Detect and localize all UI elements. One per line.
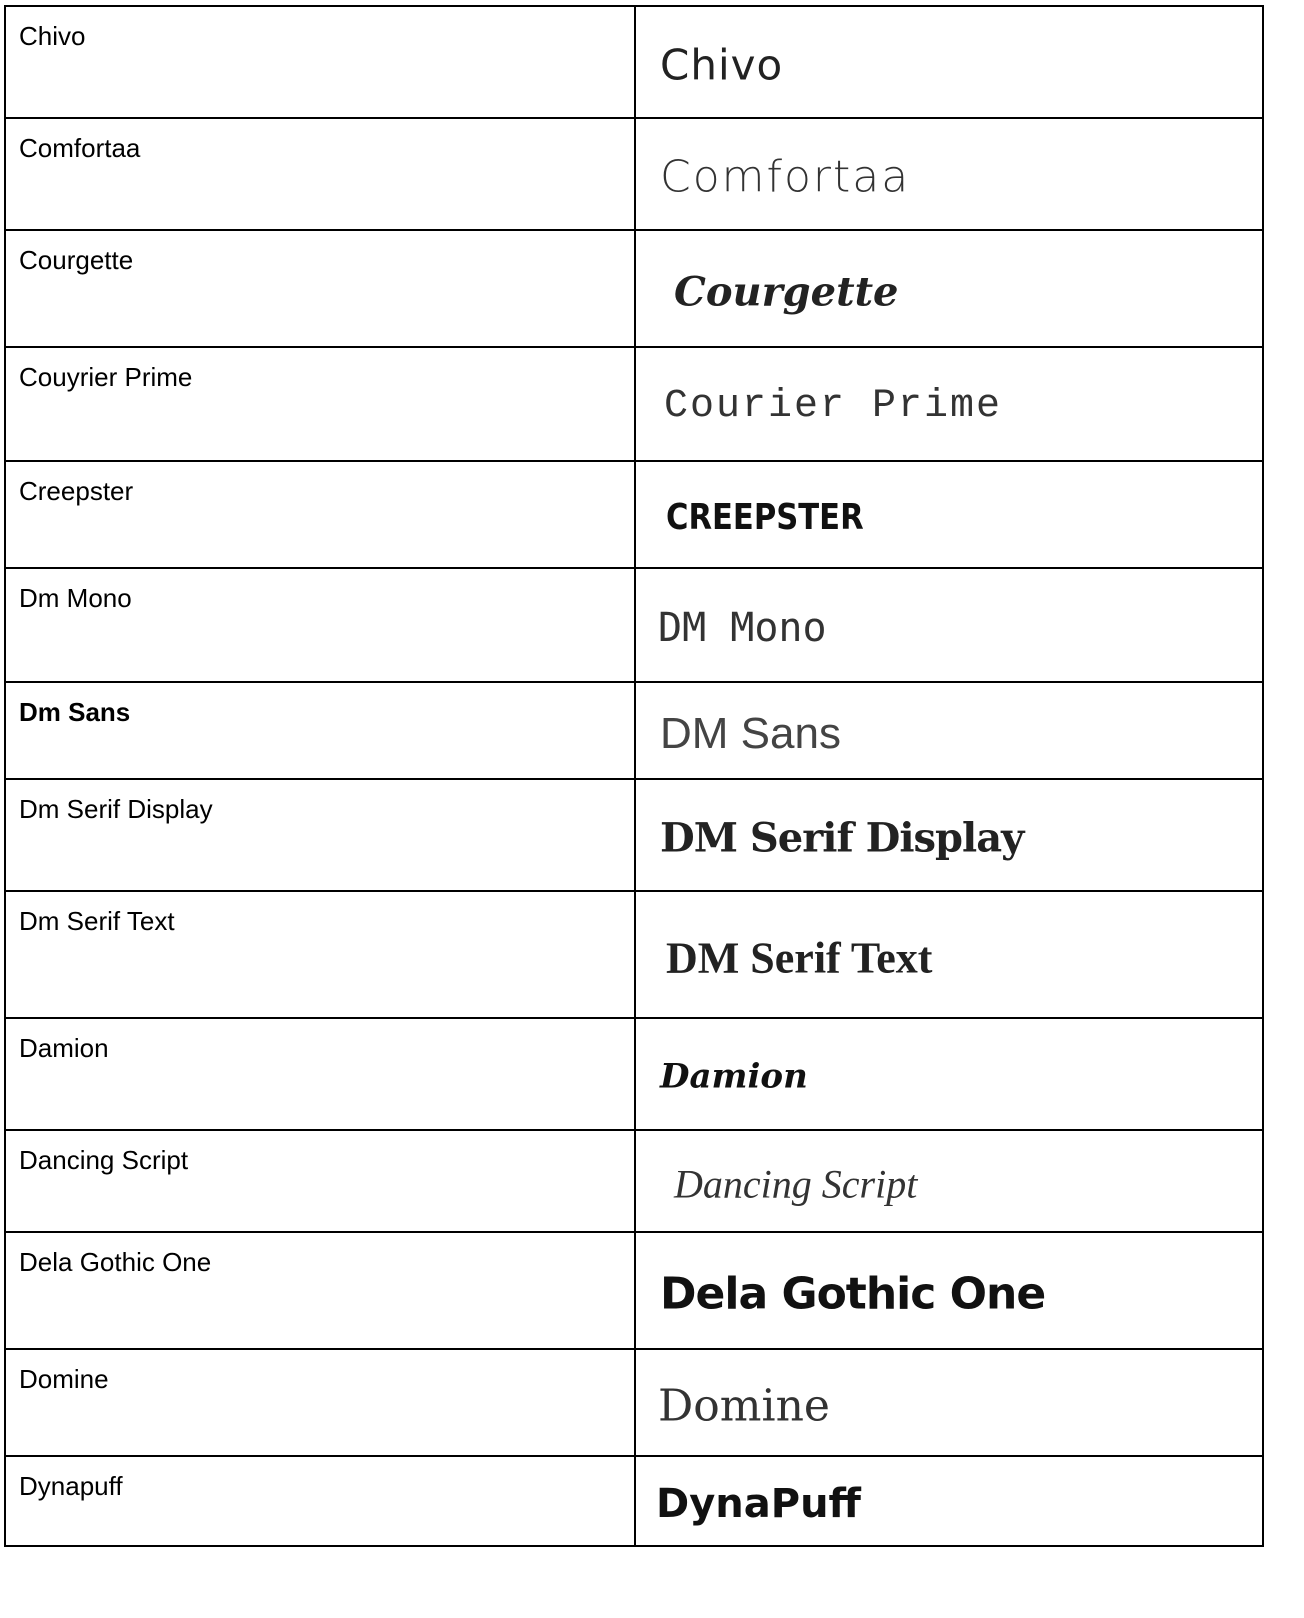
- table-row: [5, 682, 1263, 779]
- font-name-cell: [5, 230, 635, 347]
- table-row: [5, 1349, 1263, 1456]
- font-table: [4, 5, 1264, 1547]
- font-name: Comfortaa: [19, 133, 141, 163]
- table-row: [5, 779, 1263, 891]
- font-sample-cell: [635, 568, 1263, 682]
- font-sample-cell: [635, 1130, 1263, 1232]
- font-name-cell: [5, 891, 635, 1018]
- table-row: [5, 1232, 1263, 1349]
- font-sample-cell: [635, 6, 1263, 118]
- font-name: Domine: [19, 1364, 109, 1394]
- font-sample-cell: [635, 1349, 1263, 1456]
- font-sample: Chivo: [660, 40, 784, 90]
- font-name-cell: [5, 1456, 635, 1546]
- font-name-cell: [5, 779, 635, 891]
- font-name: Creepster: [19, 476, 134, 506]
- font-sample-cell: [635, 779, 1263, 891]
- font-sample-cell: [635, 347, 1263, 461]
- font-name: Dancing Script: [19, 1145, 189, 1175]
- font-sample-cell: [635, 1232, 1263, 1349]
- table-row: [5, 230, 1263, 347]
- font-sample: Dela Gothic One: [660, 1268, 1046, 1320]
- font-sample: Dancing Script: [674, 1161, 918, 1207]
- font-name: Chivo: [19, 21, 86, 51]
- font-sample: DynaPuff: [656, 1480, 861, 1527]
- table-row: [5, 891, 1263, 1018]
- table-row: [5, 118, 1263, 230]
- font-sample: CREEPSTER: [666, 496, 864, 538]
- font-name: Dm Serif Display: [19, 794, 213, 824]
- font-sample: Courgette: [674, 267, 899, 315]
- font-name: Dela Gothic One: [19, 1247, 212, 1277]
- font-name-cell: [5, 1232, 635, 1349]
- font-name-cell: [5, 118, 635, 230]
- font-name-cell: [5, 568, 635, 682]
- font-sample: DM Sans: [660, 708, 841, 758]
- font-sample-cell: [635, 891, 1263, 1018]
- font-name: Dm Serif Text: [19, 906, 175, 936]
- table-row: [5, 347, 1263, 461]
- font-name: Dm Mono: [19, 583, 132, 613]
- font-name: Courgette: [19, 245, 134, 275]
- font-sample-cell: [635, 1018, 1263, 1130]
- font-name-cell: [5, 1018, 635, 1130]
- font-sample-cell: [635, 461, 1263, 568]
- table-row: [5, 1130, 1263, 1232]
- table-row: [5, 1018, 1263, 1130]
- font-name: Damion: [19, 1033, 109, 1063]
- font-sample-cell: [635, 230, 1263, 347]
- font-sample: Domine: [658, 1380, 830, 1432]
- font-name-cell: [5, 6, 635, 118]
- font-name-cell: [5, 682, 635, 779]
- font-name: Couyrier Prime: [19, 362, 193, 392]
- table-row: [5, 568, 1263, 682]
- font-name-cell: [5, 1349, 635, 1456]
- font-sample: DM Serif Text: [666, 933, 933, 983]
- font-sample: DM Serif Display: [660, 814, 1024, 862]
- font-sample: Damion: [660, 1056, 808, 1097]
- font-name-cell: [5, 461, 635, 568]
- font-sample-cell: [635, 1456, 1263, 1546]
- table-row: [5, 461, 1263, 568]
- table-row: [5, 1456, 1263, 1546]
- font-name: Dynapuff: [19, 1471, 123, 1501]
- font-sample: Courier Prime: [664, 384, 1003, 430]
- font-name-cell: [5, 1130, 635, 1232]
- font-sample: DM Mono: [658, 604, 827, 651]
- table-row: [5, 6, 1263, 118]
- font-sample-cell: [635, 682, 1263, 779]
- font-name-cell: [5, 347, 635, 461]
- font-sample: Comfortaa: [660, 151, 911, 203]
- font-name: Dm Sans: [19, 697, 131, 727]
- font-sample-cell: [635, 118, 1263, 230]
